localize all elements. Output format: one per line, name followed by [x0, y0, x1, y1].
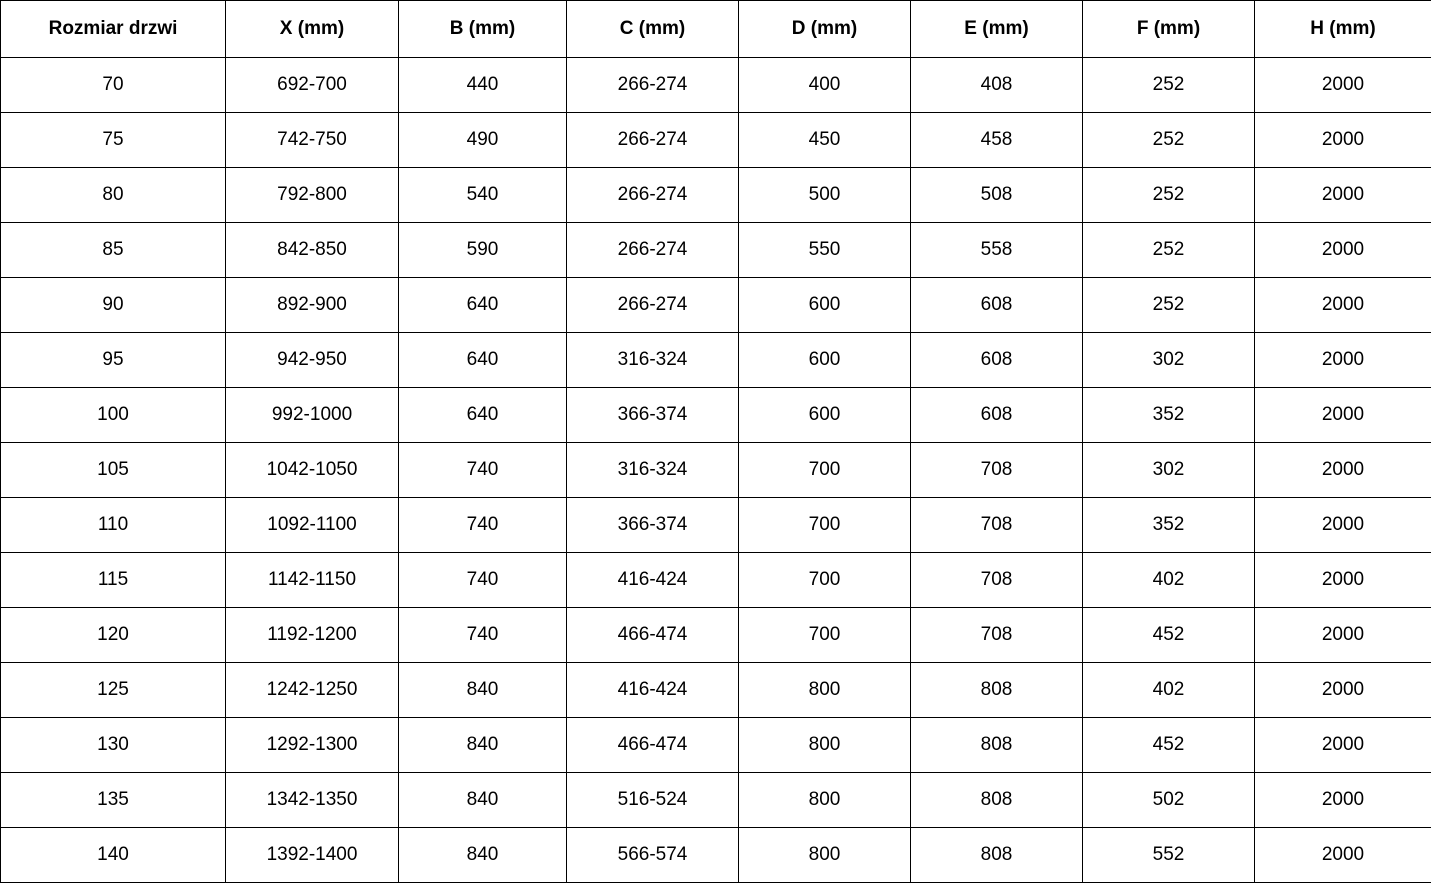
table-cell: 302 [1083, 443, 1255, 498]
table-cell: 700 [739, 443, 911, 498]
table-row [1, 663, 1431, 718]
table-cell: 125 [1, 663, 226, 718]
table-cell: 700 [739, 498, 911, 553]
table-cell: 840 [399, 828, 567, 883]
table-cell: 252 [1083, 58, 1255, 113]
table-cell: 516-524 [567, 773, 739, 828]
table-cell: 100 [1, 388, 226, 443]
table-cell: 808 [911, 773, 1083, 828]
table-cell: 408 [911, 58, 1083, 113]
table-cell: 120 [1, 608, 226, 663]
table-cell: 550 [739, 223, 911, 278]
table-cell: 708 [911, 443, 1083, 498]
table-row [1, 388, 1431, 443]
table-cell: 700 [739, 553, 911, 608]
column-header-3: C (mm) [567, 1, 739, 58]
table-cell: 458 [911, 113, 1083, 168]
table-cell: 2000 [1255, 828, 1431, 883]
table-cell: 1142-1150 [226, 553, 399, 608]
table-cell: 808 [911, 663, 1083, 718]
table-cell: 842-850 [226, 223, 399, 278]
table-cell: 2000 [1255, 498, 1431, 553]
table-cell: 700 [739, 608, 911, 663]
table-cell: 402 [1083, 553, 1255, 608]
table-cell: 2000 [1255, 168, 1431, 223]
table-cell: 500 [739, 168, 911, 223]
table-cell: 608 [911, 333, 1083, 388]
table-cell: 2000 [1255, 718, 1431, 773]
table-cell: 75 [1, 113, 226, 168]
table-cell: 466-474 [567, 718, 739, 773]
table-cell: 140 [1, 828, 226, 883]
table-cell: 740 [399, 498, 567, 553]
table-cell: 608 [911, 278, 1083, 333]
table-cell: 2000 [1255, 443, 1431, 498]
table-row [1, 773, 1431, 828]
table-cell: 2000 [1255, 553, 1431, 608]
table-cell: 566-574 [567, 828, 739, 883]
column-header-0: Rozmiar drzwi [1, 1, 226, 58]
table-cell: 508 [911, 168, 1083, 223]
column-header-7: H (mm) [1255, 1, 1431, 58]
table-cell: 135 [1, 773, 226, 828]
table-cell: 352 [1083, 498, 1255, 553]
table-cell: 440 [399, 58, 567, 113]
table-row [1, 333, 1431, 388]
table-cell: 740 [399, 608, 567, 663]
table-cell: 266-274 [567, 278, 739, 333]
table-cell: 252 [1083, 113, 1255, 168]
table-cell: 450 [739, 113, 911, 168]
table-row [1, 553, 1431, 608]
column-header-5: E (mm) [911, 1, 1083, 58]
table-cell: 266-274 [567, 168, 739, 223]
table-cell: 800 [739, 663, 911, 718]
table-cell: 2000 [1255, 663, 1431, 718]
table-cell: 502 [1083, 773, 1255, 828]
table-cell: 800 [739, 828, 911, 883]
table-cell: 130 [1, 718, 226, 773]
table-cell: 1192-1200 [226, 608, 399, 663]
table-cell: 808 [911, 718, 1083, 773]
table-cell: 266-274 [567, 223, 739, 278]
table-cell: 708 [911, 553, 1083, 608]
table-cell: 316-324 [567, 333, 739, 388]
table-cell: 252 [1083, 278, 1255, 333]
table-cell: 266-274 [567, 113, 739, 168]
table-row [1, 58, 1431, 113]
table-cell: 892-900 [226, 278, 399, 333]
table-cell: 70 [1, 58, 226, 113]
table-cell: 608 [911, 388, 1083, 443]
table-row [1, 278, 1431, 333]
table-cell: 808 [911, 828, 1083, 883]
table-cell: 708 [911, 608, 1083, 663]
table-row [1, 828, 1431, 883]
table-cell: 792-800 [226, 168, 399, 223]
table-cell: 85 [1, 223, 226, 278]
table-cell: 366-374 [567, 498, 739, 553]
table-cell: 552 [1083, 828, 1255, 883]
table-cell: 115 [1, 553, 226, 608]
table-cell: 640 [399, 333, 567, 388]
table-cell: 352 [1083, 388, 1255, 443]
table-cell: 2000 [1255, 278, 1431, 333]
column-header-1: X (mm) [226, 1, 399, 58]
table-cell: 800 [739, 718, 911, 773]
table-cell: 95 [1, 333, 226, 388]
table-row [1, 223, 1431, 278]
table-cell: 1292-1300 [226, 718, 399, 773]
table-cell: 1242-1250 [226, 663, 399, 718]
column-header-4: D (mm) [739, 1, 911, 58]
table-cell: 90 [1, 278, 226, 333]
table-cell: 708 [911, 498, 1083, 553]
table-cell: 992-1000 [226, 388, 399, 443]
table-cell: 1392-1400 [226, 828, 399, 883]
table-row [1, 498, 1431, 553]
table-cell: 252 [1083, 168, 1255, 223]
table-row [1, 608, 1431, 663]
table-cell: 2000 [1255, 223, 1431, 278]
table-cell: 2000 [1255, 388, 1431, 443]
table-cell: 1042-1050 [226, 443, 399, 498]
table-cell: 692-700 [226, 58, 399, 113]
table-cell: 416-424 [567, 553, 739, 608]
table-cell: 252 [1083, 223, 1255, 278]
table-cell: 2000 [1255, 773, 1431, 828]
table-cell: 600 [739, 278, 911, 333]
table-cell: 640 [399, 388, 567, 443]
table-cell: 2000 [1255, 608, 1431, 663]
table-cell: 302 [1083, 333, 1255, 388]
table-cell: 402 [1083, 663, 1255, 718]
table-cell: 105 [1, 443, 226, 498]
table-cell: 266-274 [567, 58, 739, 113]
table-cell: 2000 [1255, 58, 1431, 113]
table-row [1, 443, 1431, 498]
table-cell: 416-424 [567, 663, 739, 718]
table-cell: 452 [1083, 608, 1255, 663]
table-cell: 840 [399, 773, 567, 828]
table-cell: 740 [399, 443, 567, 498]
table-cell: 600 [739, 388, 911, 443]
table-row [1, 168, 1431, 223]
table-body [1, 58, 1431, 883]
table-cell: 590 [399, 223, 567, 278]
table-cell: 490 [399, 113, 567, 168]
table-cell: 452 [1083, 718, 1255, 773]
table-header [1, 1, 1431, 58]
table-cell: 316-324 [567, 443, 739, 498]
column-header-6: F (mm) [1083, 1, 1255, 58]
table-cell: 840 [399, 663, 567, 718]
table-cell: 840 [399, 718, 567, 773]
table-cell: 640 [399, 278, 567, 333]
table-cell: 742-750 [226, 113, 399, 168]
table-row [1, 718, 1431, 773]
table-row [1, 113, 1431, 168]
table-cell: 800 [739, 773, 911, 828]
table-cell: 1092-1100 [226, 498, 399, 553]
column-header-2: B (mm) [399, 1, 567, 58]
table-cell: 740 [399, 553, 567, 608]
table-cell: 540 [399, 168, 567, 223]
table-cell: 1342-1350 [226, 773, 399, 828]
table-cell: 400 [739, 58, 911, 113]
table-cell: 366-374 [567, 388, 739, 443]
table-header-row [1, 1, 1431, 58]
table-cell: 942-950 [226, 333, 399, 388]
table-cell: 600 [739, 333, 911, 388]
table-cell: 558 [911, 223, 1083, 278]
table-cell: 110 [1, 498, 226, 553]
table-cell: 80 [1, 168, 226, 223]
table-cell: 2000 [1255, 113, 1431, 168]
table-cell: 2000 [1255, 333, 1431, 388]
table-cell: 466-474 [567, 608, 739, 663]
